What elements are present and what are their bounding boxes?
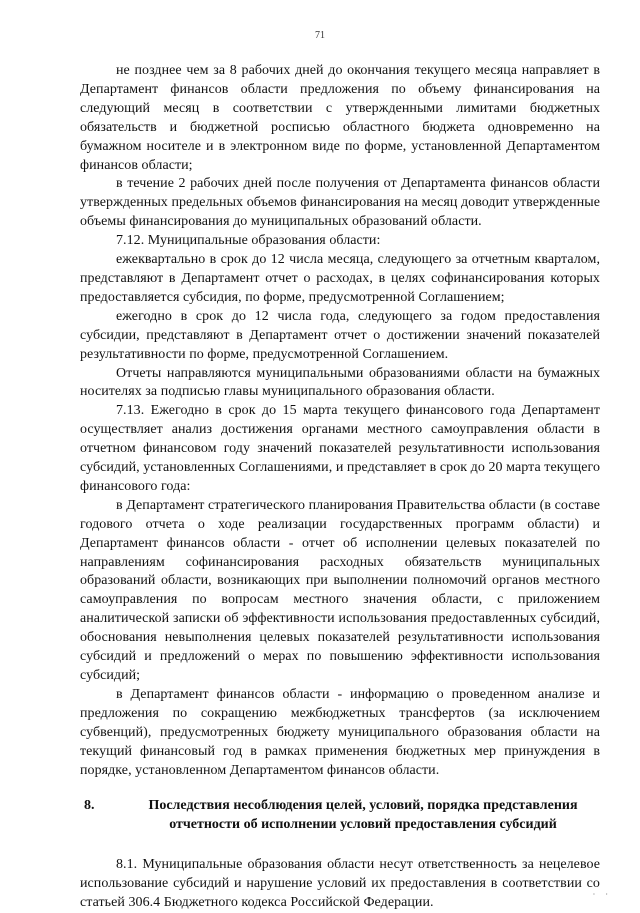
page-corner-mark: · · (592, 890, 612, 899)
section-number: 8. (84, 798, 95, 814)
paragraph-4: ежегодно в срок до 12 числа года, следующего за годом предоставления субсидии, представляют в Департамент отчет о достижении значений показателей результативности по форме, предусмотренной Соглашением. (80, 308, 600, 362)
document-body (80, 62, 600, 913)
paragraph-2: в течение 2 рабочих дней после получения от Департамента финансов области утвержденных предельных объемов финансирования на месяц доводит утвержденные объемы финансирования до муниципальных образований области. (80, 176, 600, 230)
section-heading (80, 796, 600, 834)
paragraph-3: ежеквартально в срок до 12 числа месяца, следующего за отчетным кварталом, представляют в Департамент отчет о расходах, в целях софинансирования которых предоставляется субсидия, по форме, предусмотренной Соглашением; (80, 252, 600, 305)
paragraph-7: в Департамент финансов области - информацию о проведенном анализе и предложения по сокращению межбюджетных трансфертов (за исключением субвенций), предусмотренных бюджету муниципального образования области на текущий финансовый год в рамках применения бюджетных мер принуждения в порядке, установленном Департаментом финансов области. (80, 686, 600, 778)
section-title: Последствия несоблюдения целей, условий, порядка представления отчетности об исполнении условий предоставления субсидий (148, 798, 578, 833)
page-number: 71 (315, 30, 325, 41)
paragraph-clause-7-13: 7.13. Ежегодно в срок до 15 марта текущего финансового года Департамент осуществляет анализ достижения органами местного самоуправления области в отчетном финансовом году значений показателей результативности использования субсидий, установленных Соглашениями, и представляет в срок до 20 марта текущего финансового года: (80, 403, 600, 494)
paragraph-5: Отчеты направляются муниципальными образованиями области на бумажных носителях за подписью главы муниципального образования области. (80, 365, 600, 400)
paragraph-clause-7-12: 7.12. Муниципальные образования области: (116, 233, 381, 249)
paragraph-clause-8-1: 8.1. Муниципальные образования области несут ответственность за нецелевое использование субсидий и нарушение условий их предоставления в соответствии со статьей 306.4 Бюджетного кодекса Российской Федерации. (80, 857, 600, 911)
paragraph-6: в Департамент стратегического планирования Правительства области (в составе годового отчета о ходе реализации государственных программ области) и Департамент финансов области - отчет об исполнении целевых показателей по направлениям софинансирования расходных обязательств муниципальных образований области, возникающих при выполнении полномочий органов местного самоуправления по вопросам местного значения области, с приложением аналитической записки об эффективности использования предоставленных субсидий, обоснования невыполнения целевых показателей результативности использования субсидий и предложений о мерах по повышению эффективности использования субсидий; (80, 497, 600, 683)
paragraph-1: не позднее чем за 8 рабочих дней до окончания текущего месяца направляет в Департамент финансов области предложения по объему финансирования на следующий месяц в соответствии с утвержденными лимитами бюджетных обязательств и бюджетной росписью областного бюджета одновременно на бумажном носителе и в электронном виде по форме, установленной Департаментом финансов области; (80, 63, 600, 173)
